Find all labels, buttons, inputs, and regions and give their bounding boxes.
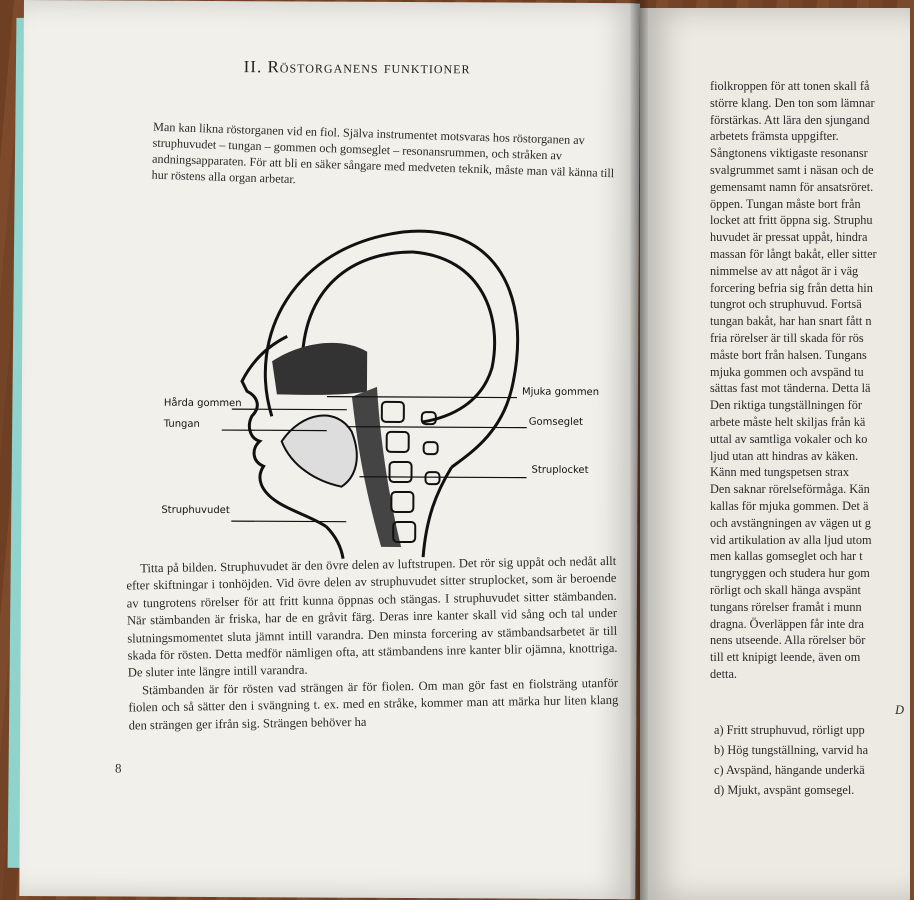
right-page-line: locket att fritt öppna sig. Struphu [710,213,873,228]
tongue [281,415,357,486]
right-page-line: dragna. Överläppen får inte dra [710,616,864,631]
nasal-cavity [272,343,367,396]
right-page-line: Den riktiga tungställningen för [710,398,862,413]
right-page-text [710,78,910,683]
right-page-line: nens utseende. Alla rörelser bör [710,633,866,648]
right-page-line: Den saknar rörelseförmåga. Kän [710,482,870,497]
right-page-line: vid artikulation av alla ljud utom [710,532,872,547]
paragraph-2: Stämbanden är för rösten vad strängen är för fiolen. Om man gör fast en fiolsträng utanför fiolen och så sätter den i svängning t. ex. med en stråke, kommer man att märka hur liten klang den strängen ger ifrån sig. Strängen behöver ha [128,675,619,733]
right-page-line: kallas för mjuka gommen. Det ä [710,498,869,513]
right-page-line: ljud utan att hindras av käken. [710,448,859,463]
list-item-b: b) Hög tungställning, varvid ha [714,743,869,757]
right-page-line: till ett knipigt leende, även om [710,650,861,665]
head-cross-section-figure [151,216,623,563]
right-page-line: tungrot och struphuvud. Fortsä [710,297,862,312]
right-page-line: och avstängningen av vägen ut g [710,515,871,530]
right-page-line: detta. [710,666,737,681]
right-page-line: nimmelse av att något är i väg [710,263,859,278]
right-page-line: tungans rörelser framåt i munn [710,599,862,614]
right-page-line: men kallas gomseglet och har t [710,549,863,564]
right-page-line: måste bort från halsen. Tungans [710,347,867,362]
body-text [126,553,619,735]
right-page-line: tungan bakåt, har han snart fått n [710,314,872,329]
right-page-line: massan för långt bakåt, eller sitter [710,246,877,261]
right-page-line: uttal av samtliga vokaler och ko [710,431,868,446]
label-struphuvudet: Struphuvudet [161,504,230,517]
right-page-line: svalgrummet samt i näsan och de [710,162,874,177]
right-page-line: fria rörelser är till skada för rös [710,330,864,345]
right-page-line: Känn med tungspetsen strax [710,465,849,480]
right-page-line: öppen. Tungan måste bort från [710,196,861,211]
right-page-line: större klang. Den ton som lämnar [710,95,875,110]
right-page-line: Sångtonens viktigaste resonansr [710,146,868,161]
book-gutter [630,0,648,900]
list-item-c: c) Avspänd, hängande underkä [714,763,865,777]
right-page-line: huvudet är pressat uppåt, hindra [710,230,868,245]
right-page-line: fiolkroppen för att tonen skall få [710,79,870,93]
right-page-line: forcering befria sig från detta hin [710,280,873,295]
neck-front [326,527,343,559]
right-page-line: arbetets främsta uppgifter. [710,129,839,144]
label-gomseglet: Gomseglet [528,416,583,428]
neck-back [423,467,451,557]
intro-paragraph: Man kan likna röstorganen vid en fiol. Själva instrumentet motsvaras hos röstorganen av struphuvudet – tungan – gommen och gomseglet – resonansrummen, och stråken av andningsapparaten. För att bli en säker sångare med medveten teknik, måste man väl känna till hur röstens alla organ arbetar. [151,119,615,187]
right-page-list [714,700,914,800]
right-page-line: tungryggen och studera hur gom [710,566,870,581]
list-heading: D [895,703,904,717]
list-item-a: a) Fritt struphuvud, rörligt upp [714,723,865,737]
chapter-title: II. Röstorganens funktioner [243,57,471,78]
paragraph-1: Titta på bilden. Struphuvudet är den övre delen av luftstrupen. Det rör sig uppåt och nedåt allt efter skiftningar i tonhöjden. Vid övre delen av struphuvudet sitter struplocket, som är beroende av tungrotens rörelser för att fritt kunna öppnas och stängas. I struphuvudet sitter stämbanden. När stämbanden är friska, har de en gråvit färg. Deras inre kanter skall vid sång och tal under slutningsmomentet sluta jämnt intill varandra. Den minsta forcering av stämbandsarbetet är till skada för rösten. Detta medför nämligen ofta, att stämbandens inre kanter blir ojämna, knottriga. De sluter inte längre intill varandra. [126,553,618,680]
label-tungan: Tungan [163,418,200,430]
right-page-line: sättas fast mot tänderna. Detta lä [710,381,871,396]
right-page-line: gemensamt namn för ansatsröret. [710,179,874,194]
right-page-line: rörligt och skall hänga avspänt [710,582,861,597]
page-number: 8 [114,760,122,776]
right-page-line: arbete måste helt skiljas från kä [710,414,866,429]
right-page-line: mjuka gommen och avspänd tu [710,364,864,379]
label-struplocket: Struplocket [531,464,589,476]
list-item-d: d) Mjukt, avspänt gomsegel. [714,783,855,797]
label-harda-gommen: Hårda gommen [163,397,242,410]
right-page-line: förstärkas. Att lära den sjungand [710,112,870,127]
left-page [19,0,640,899]
label-mjuka-gommen: Mjuka gommen [521,386,600,399]
